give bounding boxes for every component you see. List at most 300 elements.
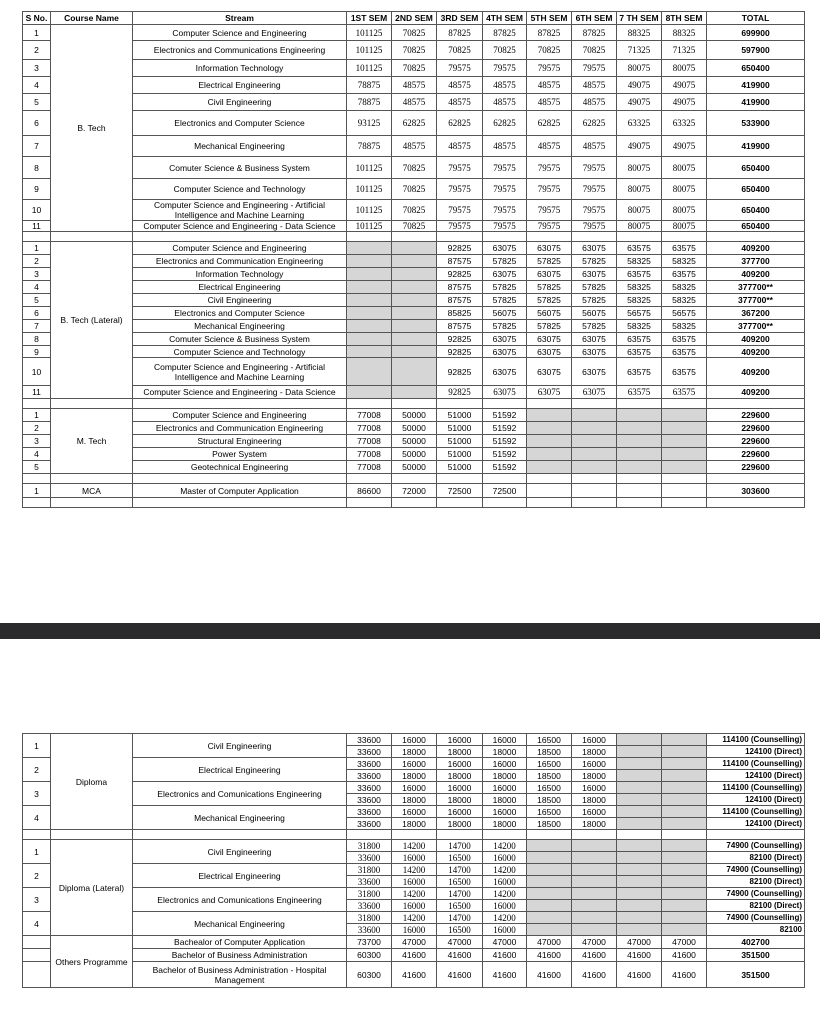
empty-cell (347, 232, 392, 242)
semester-fee: 51000 (437, 448, 483, 461)
empty-cell (527, 830, 572, 840)
table-row (23, 294, 805, 307)
semester-fee: 48575 (483, 77, 527, 94)
semester-fee: 41600 (527, 949, 572, 962)
empty-cell (392, 294, 437, 307)
stream-name: Electronics and Computer Science (133, 111, 347, 136)
serial-number: 2 (23, 255, 51, 268)
total-fee: 114100 (Counselling) (707, 734, 805, 746)
semester-fee: 87825 (437, 25, 483, 41)
semester-fee: 92825 (437, 358, 483, 386)
semester-fee: 57825 (572, 255, 617, 268)
empty-cell (572, 409, 617, 422)
empty-cell (662, 758, 707, 770)
table-row (23, 255, 805, 268)
semester-fee: 56075 (483, 307, 527, 320)
total-fee: 409200 (707, 333, 805, 346)
empty-cell (23, 949, 51, 962)
table-row (23, 320, 805, 333)
semester-fee: 88325 (617, 25, 662, 41)
semester-fee: 70825 (392, 25, 437, 41)
column-header: 8TH SEM (662, 12, 707, 25)
semester-fee: 14200 (392, 864, 437, 876)
semester-fee: 16000 (437, 734, 483, 746)
empty-cell (23, 498, 51, 508)
semester-fee: 63075 (527, 333, 572, 346)
stream-name: Computer Science and Engineering - Artificial Intelligence and Machine Learning (133, 200, 347, 221)
semester-fee: 79575 (437, 157, 483, 179)
semester-fee: 62825 (392, 111, 437, 136)
semester-fee: 41600 (437, 962, 483, 988)
serial-number: 5 (23, 94, 51, 111)
total-fee: 377700** (707, 281, 805, 294)
serial-number: 8 (23, 333, 51, 346)
spacer-row (23, 830, 805, 840)
empty-cell (392, 346, 437, 358)
total-fee: 597900 (707, 41, 805, 60)
semester-fee: 63575 (617, 386, 662, 399)
table-row (23, 484, 805, 498)
semester-fee: 70825 (527, 41, 572, 60)
table-row (23, 157, 805, 179)
empty-cell (662, 448, 707, 461)
total-fee: 419900 (707, 77, 805, 94)
semester-fee: 62825 (483, 111, 527, 136)
semester-fee: 18000 (437, 770, 483, 782)
empty-cell (437, 498, 483, 508)
semester-fee: 50000 (392, 435, 437, 448)
semester-fee: 48575 (392, 77, 437, 94)
serial-number: 7 (23, 136, 51, 157)
column-header: S No. (23, 12, 51, 25)
semester-fee: 51000 (437, 422, 483, 435)
semester-fee: 47000 (437, 936, 483, 949)
semester-fee: 16000 (572, 758, 617, 770)
total-fee: 74900 (Counselling) (707, 888, 805, 900)
empty-cell (527, 232, 572, 242)
total-fee: 303600 (707, 484, 805, 498)
empty-cell (392, 232, 437, 242)
semester-fee: 88325 (662, 25, 707, 41)
total-fee: 82100 (Direct) (707, 852, 805, 864)
empty-cell (527, 876, 572, 888)
semester-fee: 57825 (572, 294, 617, 307)
semester-fee: 51592 (483, 435, 527, 448)
stream-name: Comuter Science & Business System (133, 333, 347, 346)
semester-fee: 16000 (392, 758, 437, 770)
semester-fee: 48575 (572, 94, 617, 111)
table-row (23, 333, 805, 346)
semester-fee: 16500 (437, 924, 483, 936)
semester-fee: 63075 (527, 386, 572, 399)
semester-fee: 18000 (572, 746, 617, 758)
semester-fee: 14700 (437, 888, 483, 900)
semester-fee: 14700 (437, 912, 483, 924)
semester-fee: 80075 (662, 60, 707, 77)
empty-cell (527, 435, 572, 448)
course-name: Diploma (51, 734, 133, 830)
column-header: Course Name (51, 12, 133, 25)
total-fee: 124100 (Direct) (707, 770, 805, 782)
semester-fee: 33600 (347, 818, 392, 830)
semester-fee: 41600 (527, 962, 572, 988)
empty-cell (483, 232, 527, 242)
empty-cell (133, 232, 347, 242)
semester-fee: 70825 (392, 179, 437, 200)
table-row (23, 782, 805, 794)
empty-cell (617, 900, 662, 912)
empty-cell (527, 840, 572, 852)
semester-fee: 72500 (437, 484, 483, 498)
empty-cell (347, 346, 392, 358)
semester-fee: 70825 (392, 200, 437, 221)
empty-cell (617, 782, 662, 794)
table-row (23, 25, 805, 41)
semester-fee: 63075 (572, 386, 617, 399)
serial-number: 5 (23, 461, 51, 474)
total-fee: 82100 (Direct) (707, 900, 805, 912)
serial-number: 3 (23, 888, 51, 912)
semester-fee: 77008 (347, 461, 392, 474)
empty-cell (617, 794, 662, 806)
empty-cell (572, 474, 617, 484)
semester-fee: 18000 (437, 746, 483, 758)
semester-fee: 16000 (483, 924, 527, 936)
empty-cell (133, 399, 347, 409)
serial-number: 4 (23, 806, 51, 830)
semester-fee: 57825 (483, 294, 527, 307)
stream-name: Electronics and Comunications Engineering (133, 782, 347, 806)
semester-fee: 63075 (483, 386, 527, 399)
empty-cell (483, 474, 527, 484)
semester-fee: 101125 (347, 157, 392, 179)
semester-fee: 80075 (617, 60, 662, 77)
semester-fee: 48575 (437, 136, 483, 157)
semester-fee: 16000 (392, 806, 437, 818)
semester-fee: 41600 (392, 962, 437, 988)
serial-number: 9 (23, 179, 51, 200)
empty-cell (617, 448, 662, 461)
semester-fee: 16000 (483, 876, 527, 888)
stream-name: Bachelor of Business Administration - Hospital Management (133, 962, 347, 988)
serial-number: 2 (23, 758, 51, 782)
table-row (23, 435, 805, 448)
table-row (23, 307, 805, 320)
semester-fee: 70825 (392, 221, 437, 232)
serial-number: 3 (23, 60, 51, 77)
fee-table-lower (22, 733, 805, 988)
serial-number: 4 (23, 77, 51, 94)
semester-fee: 16000 (437, 806, 483, 818)
column-header: TOTAL (707, 12, 805, 25)
stream-name: Information Technology (133, 60, 347, 77)
empty-cell (527, 888, 572, 900)
table-row (23, 888, 805, 900)
semester-fee: 62825 (572, 111, 617, 136)
semester-fee: 63075 (527, 268, 572, 281)
semester-fee: 77008 (347, 409, 392, 422)
semester-fee: 58325 (617, 281, 662, 294)
semester-fee: 50000 (392, 422, 437, 435)
empty-cell (662, 498, 707, 508)
semester-fee: 58325 (662, 255, 707, 268)
total-fee: 82100 (707, 924, 805, 936)
semester-fee: 18000 (392, 818, 437, 830)
stream-name: Electrical Engineering (133, 758, 347, 782)
semester-fee: 18000 (572, 770, 617, 782)
empty-cell (347, 333, 392, 346)
total-fee: 367200 (707, 307, 805, 320)
empty-cell (572, 448, 617, 461)
semester-fee: 18000 (392, 794, 437, 806)
semester-fee: 80075 (617, 200, 662, 221)
table-row (23, 409, 805, 422)
empty-cell (23, 232, 51, 242)
empty-cell (617, 461, 662, 474)
semester-fee: 33600 (347, 876, 392, 888)
stream-name: Electrical Engineering (133, 77, 347, 94)
semester-fee: 18000 (392, 746, 437, 758)
semester-fee: 87825 (527, 25, 572, 41)
empty-cell (617, 840, 662, 852)
table-row (23, 864, 805, 876)
serial-number: 8 (23, 157, 51, 179)
empty-cell (662, 830, 707, 840)
semester-fee: 14200 (483, 888, 527, 900)
semester-fee: 16000 (437, 782, 483, 794)
semester-fee: 86600 (347, 484, 392, 498)
empty-cell (392, 255, 437, 268)
total-fee: 124100 (Direct) (707, 818, 805, 830)
empty-cell (23, 399, 51, 409)
table-row (23, 281, 805, 294)
semester-fee: 92825 (437, 268, 483, 281)
semester-fee: 63575 (662, 242, 707, 255)
semester-fee: 47000 (662, 936, 707, 949)
semester-fee: 101125 (347, 60, 392, 77)
total-fee: 402700 (707, 936, 805, 949)
empty-cell (572, 840, 617, 852)
semester-fee: 41600 (483, 962, 527, 988)
semester-fee: 48575 (392, 136, 437, 157)
empty-cell (617, 399, 662, 409)
stream-name: Electronics and Communication Engineering (133, 422, 347, 435)
serial-number: 11 (23, 386, 51, 399)
semester-fee: 49075 (617, 77, 662, 94)
empty-cell (617, 770, 662, 782)
empty-cell (572, 876, 617, 888)
empty-cell (707, 399, 805, 409)
semester-fee: 63575 (662, 386, 707, 399)
semester-fee: 63575 (662, 333, 707, 346)
empty-cell (572, 484, 617, 498)
table-row (23, 840, 805, 852)
semester-fee: 70825 (392, 60, 437, 77)
empty-cell (392, 281, 437, 294)
serial-number: 2 (23, 864, 51, 888)
semester-fee: 63075 (572, 358, 617, 386)
semester-fee: 14200 (392, 888, 437, 900)
empty-cell (527, 484, 572, 498)
semester-fee: 63575 (617, 333, 662, 346)
semester-fee: 18500 (527, 818, 572, 830)
empty-cell (662, 852, 707, 864)
semester-fee: 80075 (662, 200, 707, 221)
semester-fee: 16000 (483, 852, 527, 864)
empty-cell (617, 498, 662, 508)
empty-cell (527, 448, 572, 461)
semester-fee: 18000 (437, 818, 483, 830)
semester-fee: 78875 (347, 94, 392, 111)
empty-cell (347, 294, 392, 307)
empty-cell (572, 399, 617, 409)
stream-name: Mechanical Engineering (133, 912, 347, 936)
empty-cell (662, 912, 707, 924)
semester-fee: 56075 (572, 307, 617, 320)
serial-number: 9 (23, 346, 51, 358)
semester-fee: 63575 (617, 268, 662, 281)
empty-cell (662, 422, 707, 435)
empty-cell (572, 435, 617, 448)
serial-number: 1 (23, 840, 51, 864)
empty-cell (23, 474, 51, 484)
serial-number: 1 (23, 242, 51, 255)
stream-name: Geotechnical Engineering (133, 461, 347, 474)
empty-cell (617, 924, 662, 936)
semester-fee: 16000 (392, 734, 437, 746)
stream-name: Civil Engineering (133, 840, 347, 864)
table-row (23, 60, 805, 77)
semester-fee: 41600 (617, 962, 662, 988)
semester-fee: 16000 (392, 852, 437, 864)
total-fee: 377700** (707, 320, 805, 333)
semester-fee: 80075 (662, 221, 707, 232)
total-fee: 351500 (707, 962, 805, 988)
semester-fee: 87825 (483, 25, 527, 41)
page-divider (0, 623, 820, 639)
table-row (23, 242, 805, 255)
semester-fee: 31800 (347, 888, 392, 900)
total-fee: 377700** (707, 294, 805, 307)
semester-fee: 63075 (572, 268, 617, 281)
empty-cell (347, 307, 392, 320)
empty-cell (392, 320, 437, 333)
table-row (23, 936, 805, 949)
semester-fee: 49075 (662, 136, 707, 157)
semester-fee: 63075 (483, 242, 527, 255)
empty-cell (617, 864, 662, 876)
semester-fee: 57825 (527, 294, 572, 307)
semester-fee: 63325 (662, 111, 707, 136)
semester-fee: 49075 (662, 77, 707, 94)
total-fee: 74900 (Counselling) (707, 840, 805, 852)
total-fee: 650400 (707, 200, 805, 221)
empty-cell (527, 409, 572, 422)
semester-fee: 79575 (572, 200, 617, 221)
table-row (23, 41, 805, 60)
semester-fee: 31800 (347, 864, 392, 876)
table-row (23, 949, 805, 962)
course-name: B. Tech (Lateral) (51, 242, 133, 399)
empty-cell (347, 281, 392, 294)
serial-number: 3 (23, 782, 51, 806)
semester-fee: 51592 (483, 448, 527, 461)
stream-name: Mechanical Engineering (133, 136, 347, 157)
stream-name: Civil Engineering (133, 734, 347, 758)
semester-fee: 92825 (437, 386, 483, 399)
stream-name: Bachealor of Computer Application (133, 936, 347, 949)
semester-fee: 57825 (527, 320, 572, 333)
table-row (23, 346, 805, 358)
total-fee: 124100 (Direct) (707, 794, 805, 806)
semester-fee: 79575 (527, 221, 572, 232)
empty-cell (437, 474, 483, 484)
semester-fee: 56075 (527, 307, 572, 320)
empty-cell (133, 498, 347, 508)
semester-fee: 79575 (437, 221, 483, 232)
semester-fee: 33600 (347, 746, 392, 758)
stream-name: Electrical Engineering (133, 281, 347, 294)
stream-name: Computer Science and Engineering (133, 25, 347, 41)
semester-fee: 16500 (527, 758, 572, 770)
empty-cell (617, 474, 662, 484)
table-row (23, 912, 805, 924)
total-fee: 114100 (Counselling) (707, 758, 805, 770)
empty-cell (662, 770, 707, 782)
column-header: 5TH SEM (527, 12, 572, 25)
serial-number: 5 (23, 294, 51, 307)
empty-cell (392, 830, 437, 840)
stream-name: Mechanical Engineering (133, 320, 347, 333)
semester-fee: 62825 (527, 111, 572, 136)
semester-fee: 57825 (527, 255, 572, 268)
serial-number: 1 (23, 734, 51, 758)
semester-fee: 79575 (572, 221, 617, 232)
semester-fee: 33600 (347, 758, 392, 770)
semester-fee: 72500 (483, 484, 527, 498)
empty-cell (617, 435, 662, 448)
empty-cell (483, 830, 527, 840)
semester-fee: 50000 (392, 461, 437, 474)
semester-fee: 87825 (572, 25, 617, 41)
empty-cell (617, 888, 662, 900)
empty-cell (617, 409, 662, 422)
empty-cell (662, 864, 707, 876)
semester-fee: 16000 (483, 806, 527, 818)
table-row (23, 77, 805, 94)
semester-fee: 16000 (483, 734, 527, 746)
semester-fee: 14200 (392, 840, 437, 852)
empty-cell (662, 924, 707, 936)
semester-fee: 48575 (437, 94, 483, 111)
serial-number: 1 (23, 409, 51, 422)
table-row (23, 221, 805, 232)
empty-cell (527, 474, 572, 484)
empty-cell (572, 461, 617, 474)
empty-cell (483, 399, 527, 409)
semester-fee: 80075 (662, 157, 707, 179)
total-fee: 650400 (707, 60, 805, 77)
semester-fee: 101125 (347, 41, 392, 60)
empty-cell (527, 461, 572, 474)
empty-cell (707, 232, 805, 242)
stream-name: Electronics and Computer Science (133, 307, 347, 320)
semester-fee: 72000 (392, 484, 437, 498)
semester-fee: 79575 (527, 60, 572, 77)
empty-cell (437, 232, 483, 242)
semester-fee: 56575 (617, 307, 662, 320)
semester-fee: 41600 (572, 949, 617, 962)
